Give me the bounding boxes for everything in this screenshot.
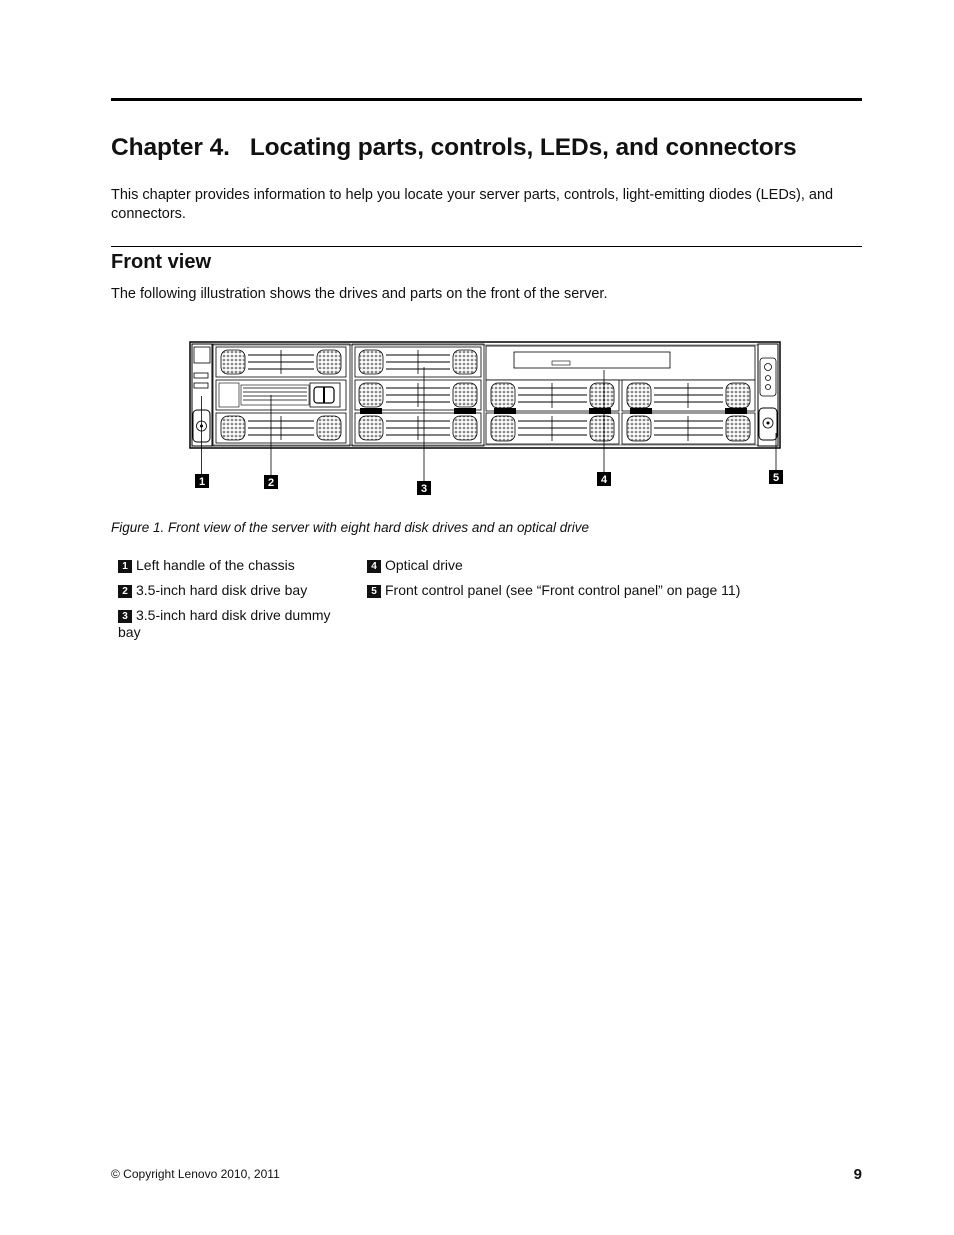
svg-text:2: 2 [267,477,275,489]
svg-text:3: 3 [420,483,428,495]
callout-badge: 2 [118,585,132,598]
drive-bay-middle-bottom [355,413,481,443]
drive-bay-right-3 [486,413,619,444]
drive-bay-left-top [216,347,346,377]
section-lead: The following illustration shows the drives and parts on the front of the server. [111,286,608,302]
section-title: Front view [111,251,212,273]
chapter-title [111,134,797,162]
legend-item [118,557,353,574]
legend-item [118,607,353,641]
left-handle [192,344,212,446]
callout-badge: 5 [367,585,381,598]
legend-text: 3.5-inch hard disk drive bay [136,582,308,598]
drive-bay-middle-center [355,380,481,410]
hdd-bay-2 [216,380,346,410]
legend-text: 3.5-inch hard disk drive dummy bay [118,607,331,640]
drive-bay-right-1 [486,380,619,411]
callout-badge: 3 [118,610,132,623]
callout-1 [195,474,209,488]
callout-badge: 4 [367,560,381,573]
legend-left-column [118,557,353,649]
svg-text:4: 4 [600,474,608,486]
legend-text: Optical drive [385,557,463,573]
hdd-dummy-bay-3 [355,347,481,377]
drive-bay-right-2 [622,380,755,411]
legend-item [118,582,353,599]
callout-3 [417,481,431,495]
chapter-label: Chapter 4. [111,134,230,161]
optical-drive [486,346,755,380]
legend-right-column [367,557,807,607]
server-front-illustration [186,338,786,498]
footer-copyright: © Copyright Lenovo 2010, 2011 [111,1167,280,1181]
drive-bay-left-bottom [216,413,346,443]
callout-2 [264,475,278,489]
legend-text: Left handle of the chassis [136,557,295,573]
header-rule [111,98,862,101]
svg-text:5: 5 [772,472,780,484]
chapter-intro: This chapter provides information to help you locate your server parts, controls, light-emitting diodes (LEDs), and connectors. [111,187,834,222]
drive-bay-right-4 [622,413,755,444]
chapter-title-text: Locating parts, controls, LEDs, and connectors [249,134,797,161]
legend-item [367,582,807,599]
page-number: 9 [853,1166,862,1183]
callout-badge: 1 [118,560,132,573]
svg-text:1: 1 [198,476,206,488]
callout-4 [597,472,611,486]
section-rule [111,246,862,247]
figure-caption: Figure 1. Front view of the server with eight hard disk drives and an optical drive [111,520,589,535]
legend-item [367,557,807,574]
callout-5 [769,470,783,484]
legend-text: Front control panel (see “Front control panel” on page 11) [385,582,741,598]
front-control-panel [758,344,778,446]
